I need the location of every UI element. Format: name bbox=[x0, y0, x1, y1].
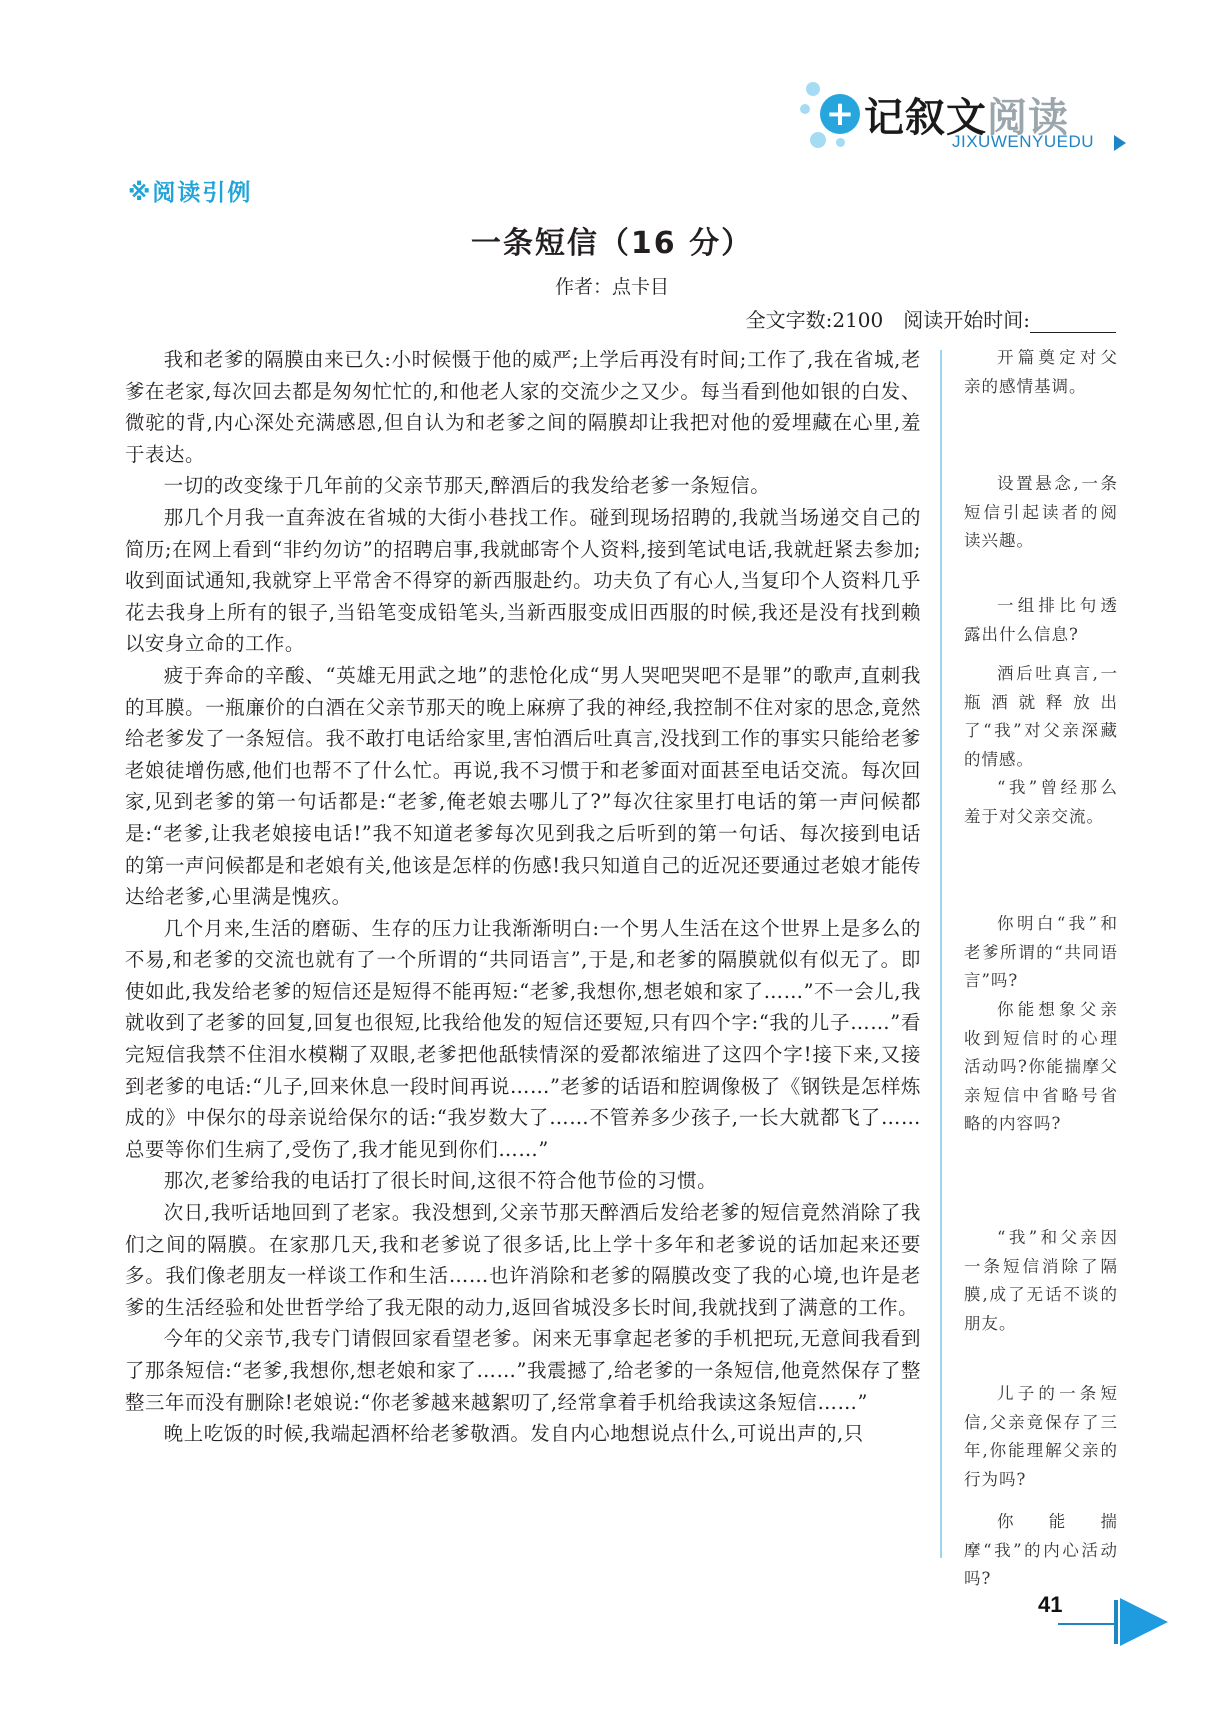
plus-icon: + bbox=[820, 94, 860, 134]
page-underline bbox=[1058, 1623, 1114, 1625]
logo-title-dark: 记叙文 bbox=[864, 95, 987, 141]
play-triangle-icon bbox=[1114, 135, 1126, 151]
margin-note: 儿子的一条短信,父亲竟保存了三年,你能理解父亲的行为吗? bbox=[964, 1384, 1118, 1489]
paragraph: 那几个月我一直奔波在省城的大街小巷找工作。碰到现场招聘的,我就当场递交自己的简历;在网上看到“非约勿访”的招聘启事,我就邮寄个人资料,接到笔试电话,我就赶紧去参加;收到面试通知,我就穿上平常舍不得穿的新西服赴约。功夫负了有心人,当复印个人资料几乎花去我身上所有的银子,当铅笔变成铅笔头,当新西服变成旧西服的时候,我还是没有找到赖以安身立命的工作。 bbox=[125, 505, 921, 656]
paragraph: 晚上吃饭的时候,我端起酒杯给老爹敬酒。发自内心地想说点什么,可说出声的,只 bbox=[163, 1422, 864, 1446]
margin-note: 设置悬念,一条短信引起读者的阅读兴趣。 bbox=[964, 474, 1118, 550]
paragraph: 次日,我听话地回到了老家。我没想到,父亲节那天醉酒后发给老爹的短信竟然消除了我们之间的隔膜。在家那几天,我和老爹说了很多话,比上学十多年和老爹说的话加起来还要多。我们像老朋友一样谈工作和生活……也许消除和老爹的隔膜改变了我的心境,也许是老爹的生活经验和处世哲学给了我无限的动力,返回省城没多长时间,我就找到了满意的工作。 bbox=[125, 1201, 921, 1319]
paragraph: 那次,老爹给我的电话打了很长时间,这很不符合他节俭的习惯。 bbox=[163, 1169, 718, 1193]
paragraph: 几个月来,生活的磨砺、生存的压力让我渐渐明白:一个男人生活在这个世界上是多么的不易,和老爹的交流也就有了一个所谓的“共同语言”,于是,和老爹的隔膜就似有似无了。即使如此,我发给老爹的短信还是短得不能再短:“老爹,我想你,想老娘和家了……”不一会儿,我就收到了老爹的回复,回复也很短,比我给他发的短信还要短,只有四个字:“我的儿子……”看完短信我禁不住泪水模糊了双眼,老爹把他舐犊情深的爱都浓缩进了这四个字!接下来,又接到老爹的电话:“儿子,回来休息一段时间再说……”老爹的话语和腔调像极了《钢铁是怎样炼成的》中保尔的母亲说给保尔的话:“我岁数大了……不管养多少孩子,一长大就都飞了……总要等你们生病了,受伤了,我才能见到你们……” bbox=[125, 916, 921, 1161]
article-title: 一条短信（16 分） bbox=[470, 226, 754, 261]
margin-note: “我”和父亲因一条短信消除了隔膜,成了无话不谈的朋友。 bbox=[964, 1228, 1118, 1333]
series-logo bbox=[800, 82, 1130, 162]
start-time-blank[interactable] bbox=[1030, 312, 1116, 333]
article-body bbox=[125, 344, 921, 1450]
next-page-arrow-icon bbox=[1120, 1598, 1168, 1646]
margin-note: 一组排比句透露出什么信息? bbox=[964, 596, 1118, 644]
margin-note: 你能揣摩“我”的内心活动吗? bbox=[964, 1512, 1118, 1588]
paragraph: 我和老爹的隔膜由来已久:小时候慑于他的威严;上学后再没有时间;工作了,我在省城,老爹在老家,每次回去都是匆匆忙忙的,和他老人家的交流少之又少。每当看到他如银的白发、微驼的背,内心深处充满感恩,但自认为和老爹之间的隔膜却让我把对他的爱埋藏在心里,羞于表达。 bbox=[125, 348, 921, 466]
margin-note: 你能想象父亲收到短信时的心理活动吗?你能揣摩父亲短信中省略号省略的内容吗? bbox=[964, 1000, 1118, 1133]
margin-note: 开篇奠定对父亲的感情基调。 bbox=[964, 348, 1118, 396]
paragraph: 今年的父亲节,我专门请假回家看望老爹。闲来无事拿起老爹的手机把玩,无意间我看到了那条短信:“老爹,我想你,想老娘和家了……”我震撼了,给老爹的一条短信,他竟然保存了整整三年而没有删除!老娘说:“你老爹越来越絮叨了,经常拿着手机给我读这条短信……” bbox=[125, 1327, 921, 1414]
paragraph: 一切的改变缘于几年前的父亲节那天,醉酒后的我发给老爹一条短信。 bbox=[163, 474, 771, 498]
margin-note: 你明白“我”和老爹所谓的“共同语言”吗? bbox=[964, 914, 1118, 990]
section-label: ※阅读引例 bbox=[128, 180, 253, 206]
logo-pinyin: JIXUWENYUEDU bbox=[952, 132, 1095, 151]
article-author: 作者：点卡目 bbox=[554, 276, 669, 298]
margin-note: “我”曾经那么羞于对父亲交流。 bbox=[964, 778, 1118, 826]
margin-note: 酒后吐真言,一瓶酒就释放出了“我”对父亲深藏的情感。 bbox=[964, 664, 1118, 769]
stats-text: 全文字数:2100 阅读开始时间: bbox=[745, 308, 1030, 332]
reading-stats bbox=[746, 304, 1116, 333]
paragraph: 疲于奔命的辛酸、“英雄无用武之地”的悲怆化成“男人哭吧哭吧不是罪”的歌声,直刺我的耳膜。一瓶廉价的白酒在父亲节那天的晚上麻痹了我的神经,我控制不住对家的思念,竟然给老爹发了一条短信。我不敢打电话给家里,害怕酒后吐真言,没找到工作的事实只能给老爹老娘徒增伤感,他们也帮不了什么忙。再说,我不习惯于和老爹面对面甚至电话交流。每次回家,见到老爹的第一句话都是:“老爹,俺老娘去哪儿了?”每次往家里打电话的第一声问候都是:“老爹,让我老娘接电话!”我不知道老爹每次见到我之后听到的第一句话、每次接到电话的第一声问候都是和老娘有关,他该是怎样的伤感!我只知道自己的近况还要通过老娘才能传达给老爹,心里满是愧疚。 bbox=[125, 663, 921, 909]
page-number: 41 bbox=[1038, 1592, 1063, 1617]
logo-title-light: 阅读 bbox=[987, 95, 1069, 141]
page-bar bbox=[1114, 1600, 1118, 1644]
margin-divider bbox=[940, 350, 942, 1558]
